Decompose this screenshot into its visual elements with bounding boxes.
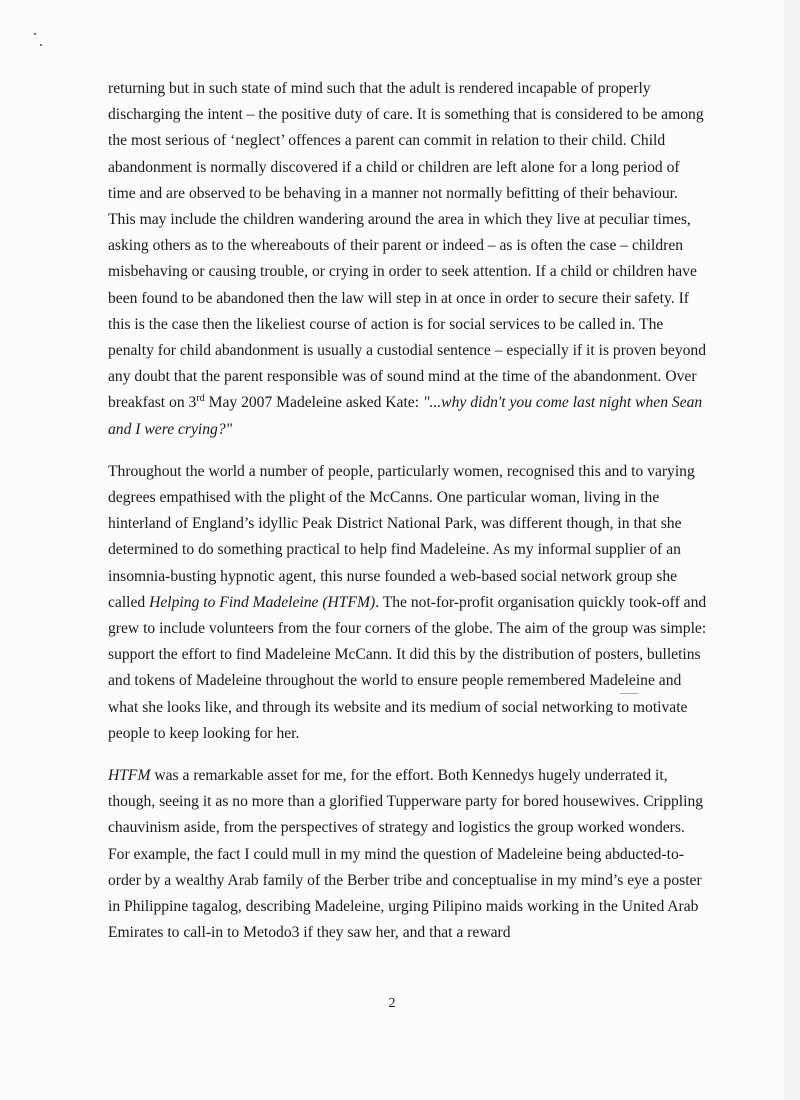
paragraph-text: May 2007 Madeleine asked Kate:: [204, 394, 423, 412]
paragraph-text: returning but in such state of mind such that the adult is rendered incapable of properly discharging the intent – the positive duty of care. It is something that is considered to be among the most serious of ‘neglect’ offences a parent can commit in relation to their child. Child abandonment is normally discovered if a child or children are left alone for a long period of time and are observed to be behaving in a manner not normally befitting of their behaviour. This may include the children wandering around the area in which they live at peculiar times, asking others as to the whereabouts of their parent or indeed – as is often the case – children misbehaving or causing trouble, or crying in order to seek attention. If a child or children have been found to be abandoned then the law will step in at once in order to secure their safety. If this is the case then the likeliest course of action is for social services to be called in. The penalty for child abandonment is usually a custodial sentence – especially if it is proven beyond any doubt that the parent responsible was of sound mind at the time of the abandonment. Over breakfast on 3: [108, 80, 707, 412]
group-name: Helping to Find Madeleine (HTFM): [149, 593, 376, 611]
scan-mark: [620, 693, 638, 694]
quoted-question: "...why didn't you come last night when Sean and I were crying?": [108, 394, 703, 438]
body-text: [108, 76, 708, 963]
scan-speck: [40, 44, 42, 46]
paragraph-htfm-intro: [108, 459, 708, 747]
paragraph-htfm-asset: [108, 763, 708, 946]
scan-speck: [34, 33, 36, 35]
paragraph-text: was a remarkable asset for me, for the effort. Both Kennedys hugely underrated it, though, seeing it as no more than a glorified Tupperware party for bored housewives. Crippling chauvinism aside, from the perspectives of strategy and logistics the group worked wonders. For example, the fact I could mull in my mind the question of Madeleine being abducted-to-order by a wealthy Arab family of the Berber tribe and conceptualise in my mind’s eye a poster in Philippine tagalog, describing Madeleine, urging Pilipino maids working in the United Arab Emirates to call-in to Metodo3 if they saw her, and that a reward: [108, 767, 704, 942]
paragraph-text: Throughout the world a number of people, particularly women, recognised this and to varying degrees empathised with the plight of the McCanns. One particular woman, living in the hinterland of England’s idyllic Peak District National Park, was different though, in that she determined to do something practical to help find Madeleine. As my informal supplier of an insomnia-busting hypnotic agent, this nurse founded a web-based social network group she called: [108, 462, 695, 611]
group-abbreviation: HTFM: [108, 767, 151, 785]
ordinal-suffix: rd: [196, 393, 205, 405]
paragraph-text: . The not-for-profit organisation quickly took-off and grew to include volunteers from the four corners of the globe. The aim of the group was simple: support the effort to find Madeleine McCann. It did this by the distribution of posters, bulletins and tokens of Madeleine throughout the world to ensure people remembered Madeleine and what she looks like, and through its website and its medium of social networking to motivate people to keep looking for her.: [108, 593, 707, 742]
page-number: 2: [388, 996, 396, 1011]
paragraph-child-abandonment: [108, 76, 708, 443]
